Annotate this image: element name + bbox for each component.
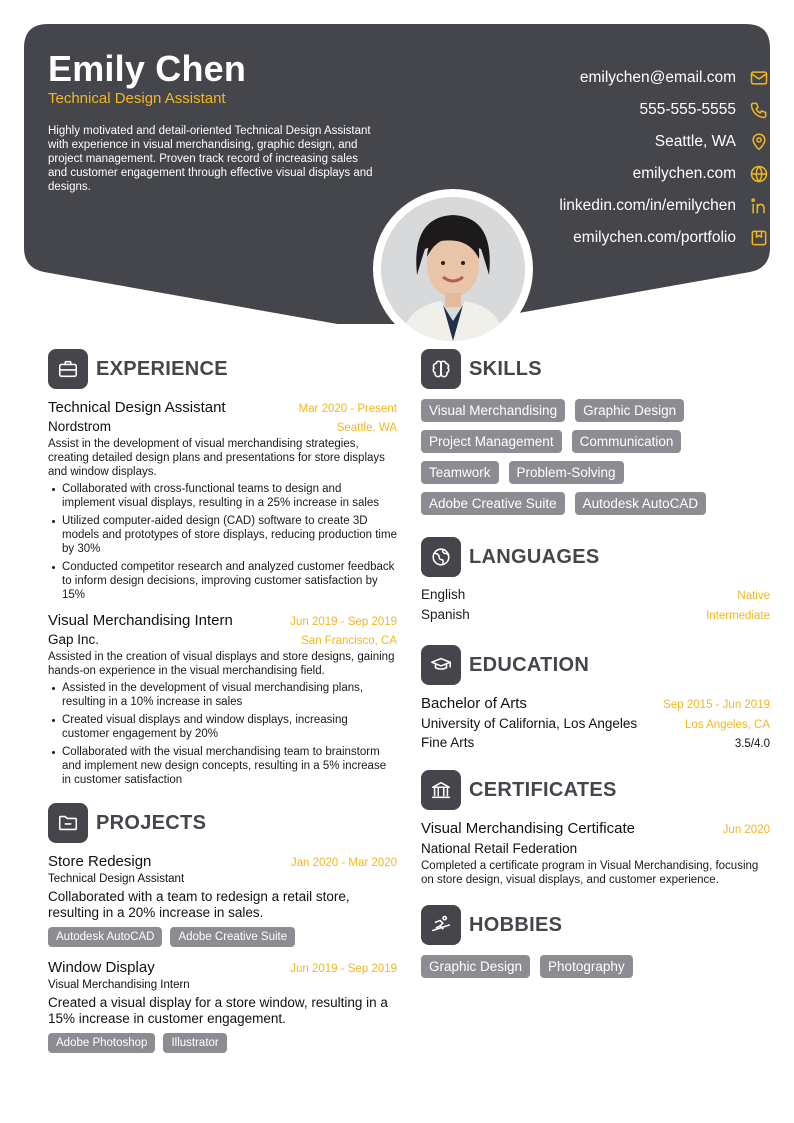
- skills-header: [421, 349, 770, 389]
- phone-icon: [748, 99, 770, 121]
- project-tags: [48, 927, 397, 947]
- experience-item: [48, 399, 397, 602]
- hobbies-title: HOBBIES: [469, 913, 563, 936]
- job-description: Assisted in the creation of visual displays and store designs, gaining hands-on experience in the visual merchandising field.: [48, 651, 395, 677]
- skill-tag: Graphic Design: [575, 399, 684, 422]
- project-description: Created a visual display for a store window, resulting in a 15% increase in customer engagement.: [48, 995, 388, 1026]
- company-name: Nordstrom: [48, 419, 112, 434]
- language-globe-icon: [421, 537, 461, 577]
- certificate-issuer: National Retail Federation: [421, 841, 578, 856]
- folder-icon: [48, 803, 88, 843]
- language-name: English: [421, 587, 466, 602]
- job-location: Seattle, WA: [336, 422, 397, 434]
- project-date: Jan 2020 - Mar 2020: [290, 857, 397, 869]
- profile-photo: [381, 197, 525, 341]
- project-title: Store Redesign: [48, 853, 152, 870]
- hobbies-header: [421, 905, 770, 945]
- job-bullets: [62, 482, 397, 602]
- globe-icon: [748, 163, 770, 185]
- skill-tag: Communication: [572, 430, 682, 453]
- contact-phone[interactable]: [410, 94, 770, 126]
- projects-title: PROJECTS: [96, 811, 207, 834]
- education-section: [421, 645, 770, 750]
- languages-header: [421, 537, 770, 577]
- contact-location: [410, 126, 770, 158]
- skill-tag: Autodesk AutoCAD: [575, 492, 707, 515]
- skiing-icon: [421, 905, 461, 945]
- candidate-name: Emily Chen: [48, 48, 247, 89]
- company-name: Gap Inc.: [48, 632, 100, 647]
- profile-photo-frame: [373, 189, 533, 349]
- candidate-role: Technical Design Assistant: [48, 90, 226, 107]
- certificate-description: Completed a certificate program in Visual Merchandising, focusing on store design, visual displays, and customer experience.: [421, 860, 759, 886]
- project-tag: Illustrator: [163, 1033, 226, 1053]
- project-date: Jun 2019 - Sep 2019: [290, 963, 397, 975]
- contact-website-text[interactable]: emilychen.com: [632, 165, 736, 182]
- contact-phone-text[interactable]: 555-555-5555: [639, 101, 736, 118]
- job-title: Technical Design Assistant: [48, 399, 226, 416]
- experience-header: [48, 349, 397, 389]
- contact-email-text[interactable]: emilychen@email.com: [579, 69, 736, 86]
- languages-section: [421, 537, 770, 627]
- briefcase-icon: [48, 349, 88, 389]
- hobby-list: [421, 955, 751, 978]
- certificates-header: [421, 770, 770, 810]
- skill-tag: Visual Merchandising: [421, 399, 565, 422]
- languages-title: LANGUAGES: [469, 545, 600, 568]
- project-role: Visual Merchandising Intern: [48, 979, 190, 991]
- job-date: Jun 2019 - Sep 2019: [290, 616, 397, 628]
- job-bullet: Collaborated with cross-functional teams to design and implement visual displays, resulting in a 25% increase in sales: [62, 482, 397, 510]
- education-date: Sep 2015 - Jun 2019: [663, 699, 770, 711]
- experience-title: EXPERIENCE: [96, 357, 228, 380]
- location-icon: [748, 131, 770, 153]
- project-tag: Autodesk AutoCAD: [48, 927, 162, 947]
- hobbies-section: [421, 905, 770, 978]
- project-tag: Adobe Creative Suite: [170, 927, 295, 947]
- gpa: 3.5/4.0: [734, 738, 770, 750]
- skills-title: SKILLS: [469, 357, 542, 380]
- education-header: [421, 645, 770, 685]
- skill-tag: Teamwork: [421, 461, 499, 484]
- projects-header: [48, 803, 397, 843]
- projects-section: [48, 803, 397, 1053]
- skills-section: [421, 349, 770, 515]
- job-bullet: Collaborated with the visual merchandising team to brainstorm and implement new design concepts, resulting in a 5% increase in customer satisfaction: [62, 745, 397, 787]
- contact-email[interactable]: [410, 62, 770, 94]
- skill-tag: Problem-Solving: [509, 461, 624, 484]
- language-name: Spanish: [421, 607, 470, 622]
- project-item: [48, 853, 397, 947]
- job-bullet: Assisted in the development of visual merchandising plans, resulting in a 10% increase in sales: [62, 681, 397, 709]
- contact-portfolio-text[interactable]: emilychen.com/portfolio: [573, 229, 736, 246]
- certificates-title: CERTIFICATES: [469, 778, 617, 801]
- right-column: [421, 349, 770, 994]
- job-bullet: Utilized computer-aided design (CAD) software to create 3D models and prototypes of store displays, reducing production time by 30%: [62, 515, 397, 555]
- degree: Bachelor of Arts: [421, 695, 527, 712]
- institution-icon: [421, 770, 461, 810]
- school-location: Los Angeles, CA: [684, 719, 770, 731]
- job-description: Assist in the development of visual merchandising strategies, creating detailed design plans and presentations for store displays and window displays.: [48, 438, 385, 478]
- field-of-study: Fine Arts: [421, 735, 475, 750]
- project-item: [48, 959, 397, 1053]
- brain-icon: [421, 349, 461, 389]
- profile-summary: Highly motivated and detail-oriented Technical Design Assistant with experience in visual merchandising, graphic design, and project management. Proven track record of increasing sales and customer engagement through effective visual displays and designs.: [48, 125, 373, 193]
- graduation-cap-icon: [421, 645, 461, 685]
- certificates-section: [421, 770, 770, 887]
- job-date: Mar 2020 - Present: [298, 403, 397, 415]
- job-bullets: [62, 681, 397, 787]
- email-icon: [748, 67, 770, 89]
- project-title: Window Display: [48, 959, 155, 976]
- project-tag: Adobe Photoshop: [48, 1033, 155, 1053]
- hobby-tag: Graphic Design: [421, 955, 530, 978]
- project-tags: [48, 1033, 397, 1053]
- contact-website[interactable]: [410, 158, 770, 190]
- school-name: University of California, Los Angeles: [421, 716, 638, 731]
- education-title: EDUCATION: [469, 653, 590, 676]
- project-description: Collaborated with a team to redesign a retail store, resulting in a 20% increase in sales.: [48, 889, 350, 920]
- job-title: Visual Merchandising Intern: [48, 612, 233, 629]
- job-location: San Francisco, CA: [301, 635, 397, 647]
- contact-linkedin-text[interactable]: linkedin.com/in/emilychen: [559, 197, 736, 214]
- hobby-tag: Photography: [540, 955, 633, 978]
- contact-location-text: Seattle, WA: [654, 133, 736, 150]
- certificate-name: Visual Merchandising Certificate: [421, 820, 635, 837]
- experience-section: [48, 349, 397, 787]
- job-bullet: Conducted competitor research and analyzed customer feedback to inform design decisions, improving customer satisfaction by 15%: [62, 560, 397, 602]
- left-column: [48, 349, 397, 1069]
- certificate-date: Jun 2020: [722, 824, 770, 836]
- bookmark-icon: [748, 227, 770, 249]
- skill-tag: Adobe Creative Suite: [421, 492, 565, 515]
- project-role: Technical Design Assistant: [48, 873, 185, 885]
- linkedin-icon: [748, 195, 770, 217]
- language-row: [421, 587, 770, 607]
- language-level: Intermediate: [706, 610, 770, 622]
- language-level: Native: [737, 590, 770, 602]
- language-row: [421, 607, 770, 627]
- skill-list: [421, 399, 751, 515]
- experience-item: [48, 612, 397, 787]
- skill-tag: Project Management: [421, 430, 562, 453]
- job-bullet: Created visual displays and window displays, increasing customer engagement by 20%: [62, 713, 397, 741]
